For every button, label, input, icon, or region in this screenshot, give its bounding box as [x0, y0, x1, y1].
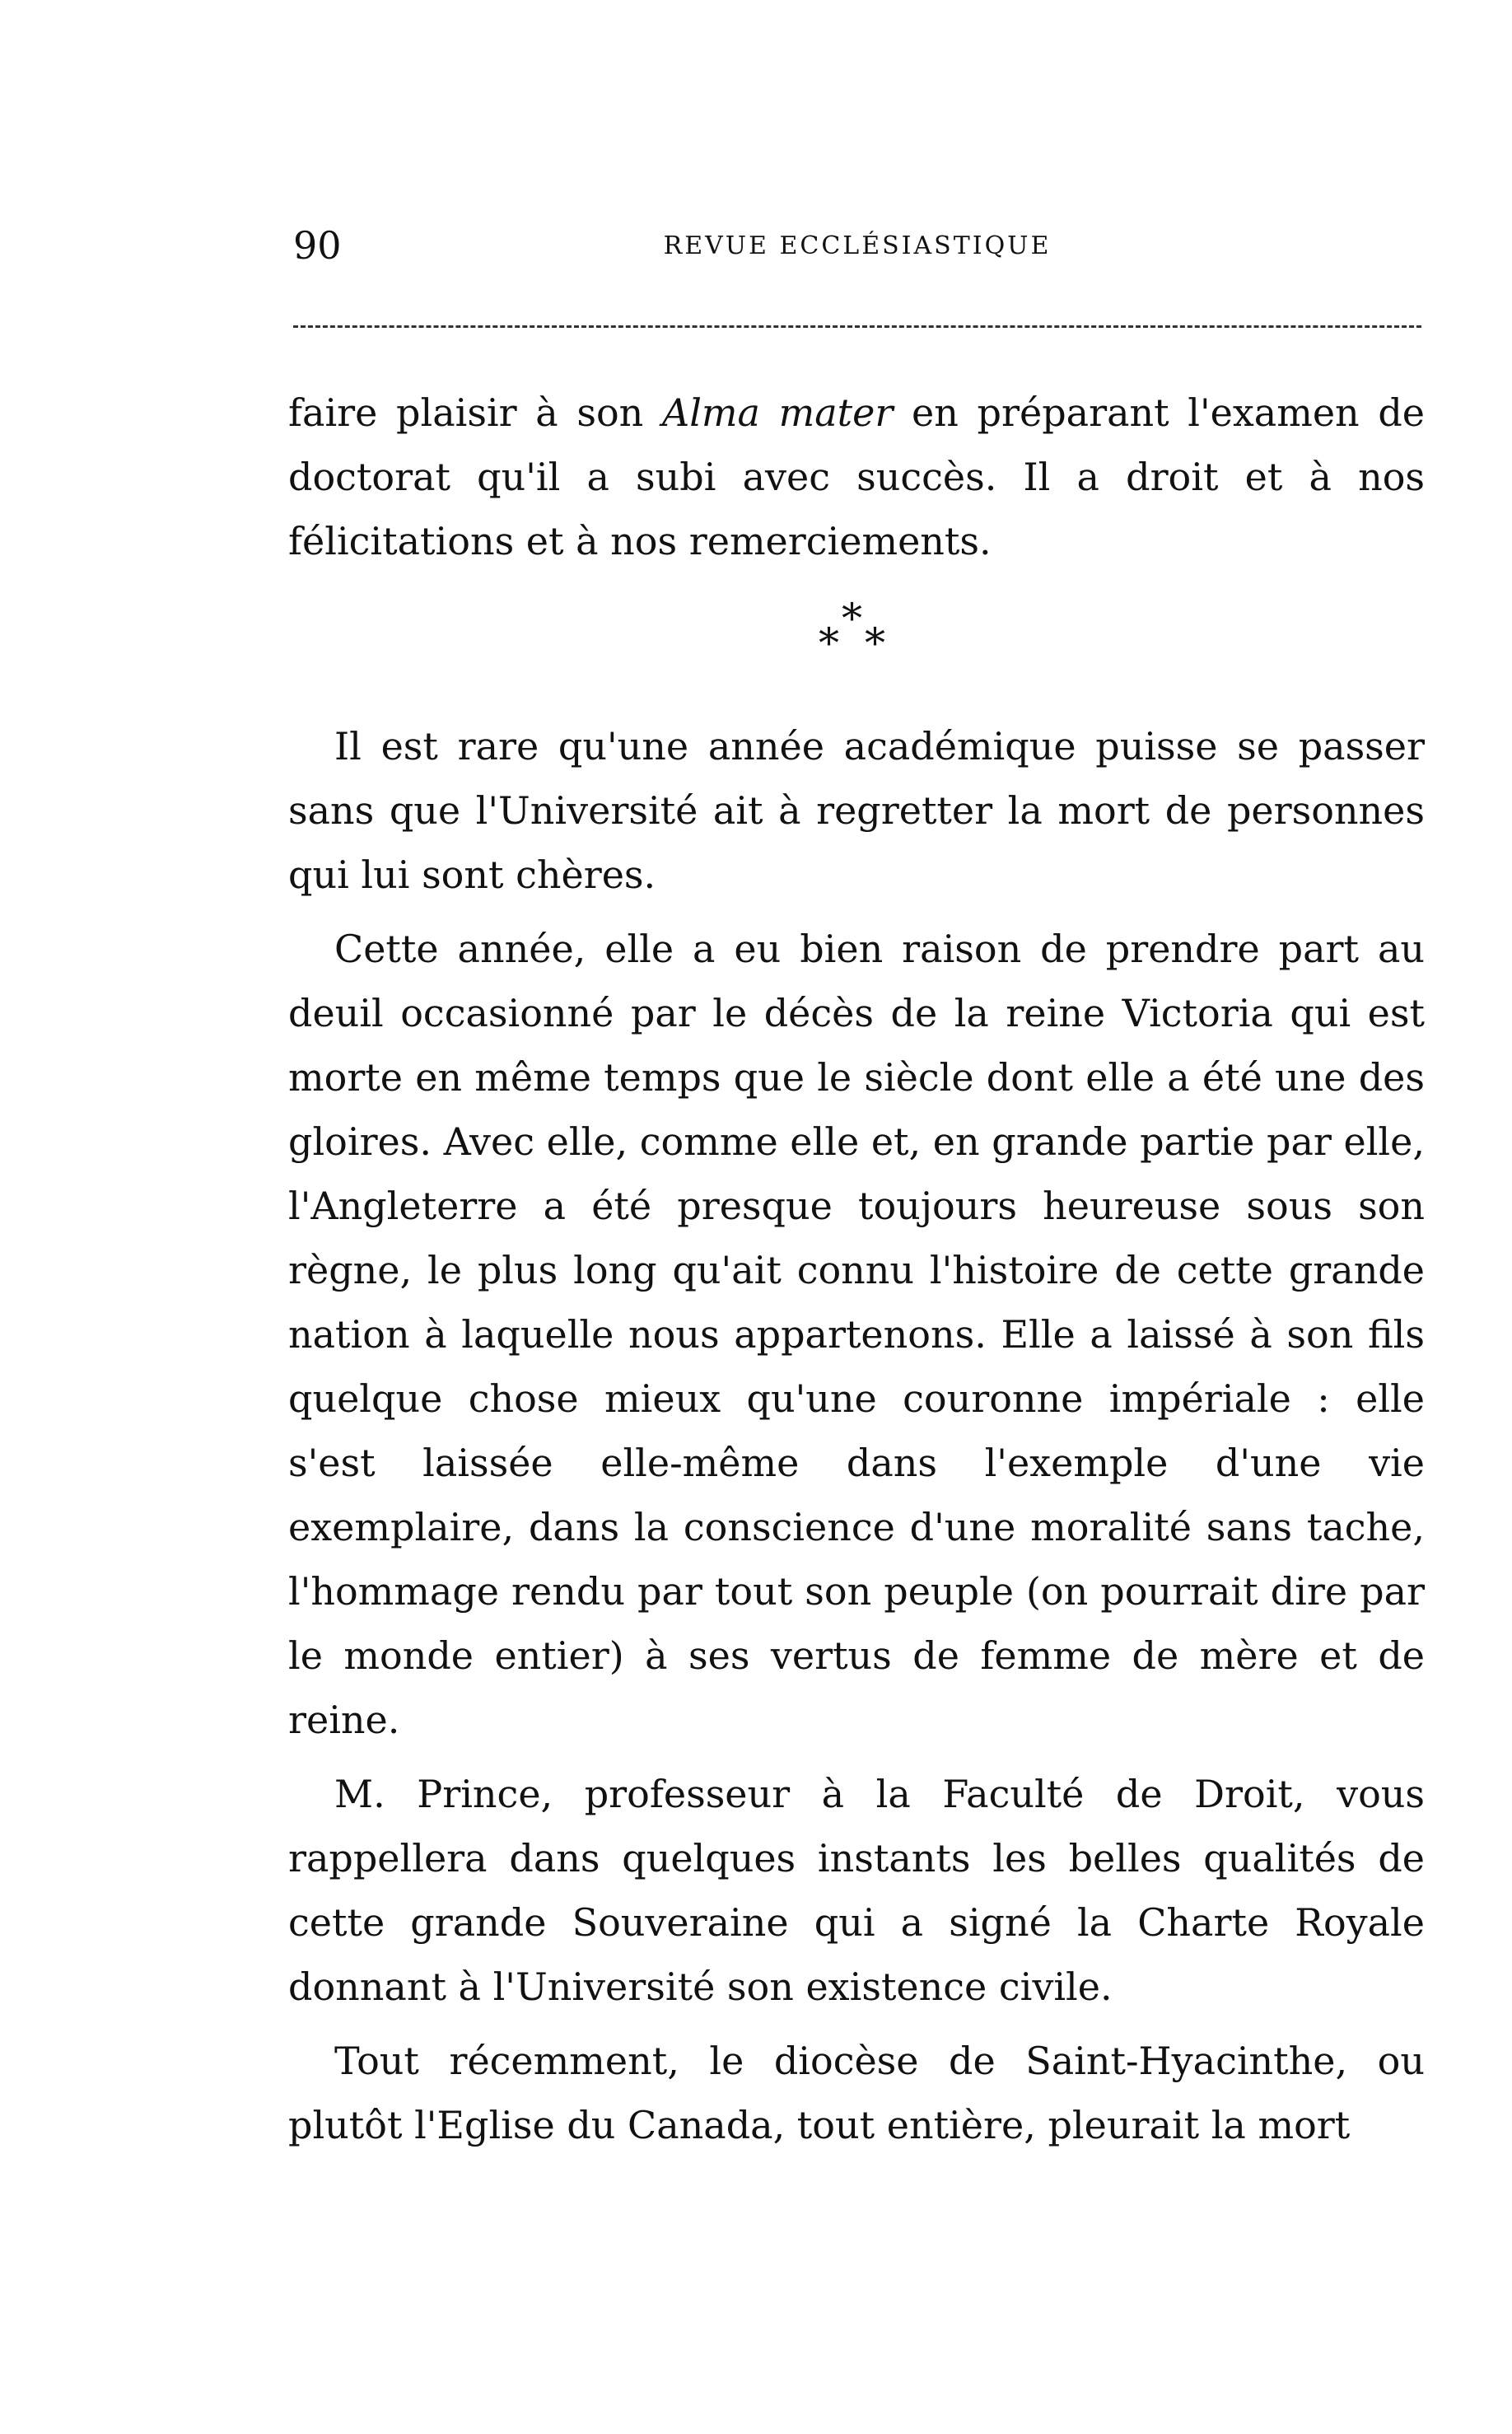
- paragraph-2: Il est rare qu'une année académique puisse se passer sans que l'Université ait à regretter la mort de personnes qui lui sont chères.: [288, 724, 1425, 897]
- paragraph-1-end: en préparant l'examen de doctorat qu'il a subi avec succès. Il a droit et à nos félicitations et à nos remerciements.: [288, 390, 1426, 563]
- running-title: REVUE ECCLÉSIASTIQUE: [663, 231, 1052, 260]
- asterisk-right: *: [865, 619, 885, 667]
- page-header: [293, 221, 1421, 270]
- paragraph-1: [288, 381, 1425, 573]
- body-text: [288, 381, 1425, 2157]
- asterisk-top: *: [842, 595, 862, 642]
- paragraph-5: Tout récemment, le diocèse de Saint-Hyacinthe, ou plutôt l'Eglise du Canada, tout entière, pleurait la mort: [288, 2039, 1425, 2147]
- header-rule: [293, 325, 1421, 328]
- paragraph-1-start: faire plaisir à son: [288, 390, 662, 435]
- paragraph-4: M. Prince, professeur à la Faculté de Droit, vous rappellera dans quelques instants les belles qualités de cette grande Souveraine qui a signé la Charte Royale donnant à l'Université son existence civile.: [288, 1772, 1425, 2009]
- paragraph-3: Cette année, elle a eu bien raison de prendre part au deuil occasionné par le décès de la reine Victoria qui est morte en même temps que le siècle dont elle a été une des gloires. Avec elle, comme elle et, en grande partie par elle, l'Angleterre a été presque toujours heureuse sous son règne, le plus long qu'ait connu l'histoire de cette grande nation à laquelle nous appartenons. Elle a laissé à son fils quelque chose mieux qu'une couronne impériale : elle s'est laissée elle-même dans l'exemple d'une vie exemplaire, dans la conscience d'une moralité sans tache, l'hommage rendu par tout son peuple (on pourrait dire par le monde entier) à ses vertus de femme de mère et de reine.: [288, 927, 1425, 1742]
- page-number: 90: [293, 223, 342, 268]
- asterisk-left: *: [819, 619, 839, 667]
- alma-mater-italic: Alma mater: [661, 390, 894, 435]
- asterism-separator: [288, 595, 1425, 709]
